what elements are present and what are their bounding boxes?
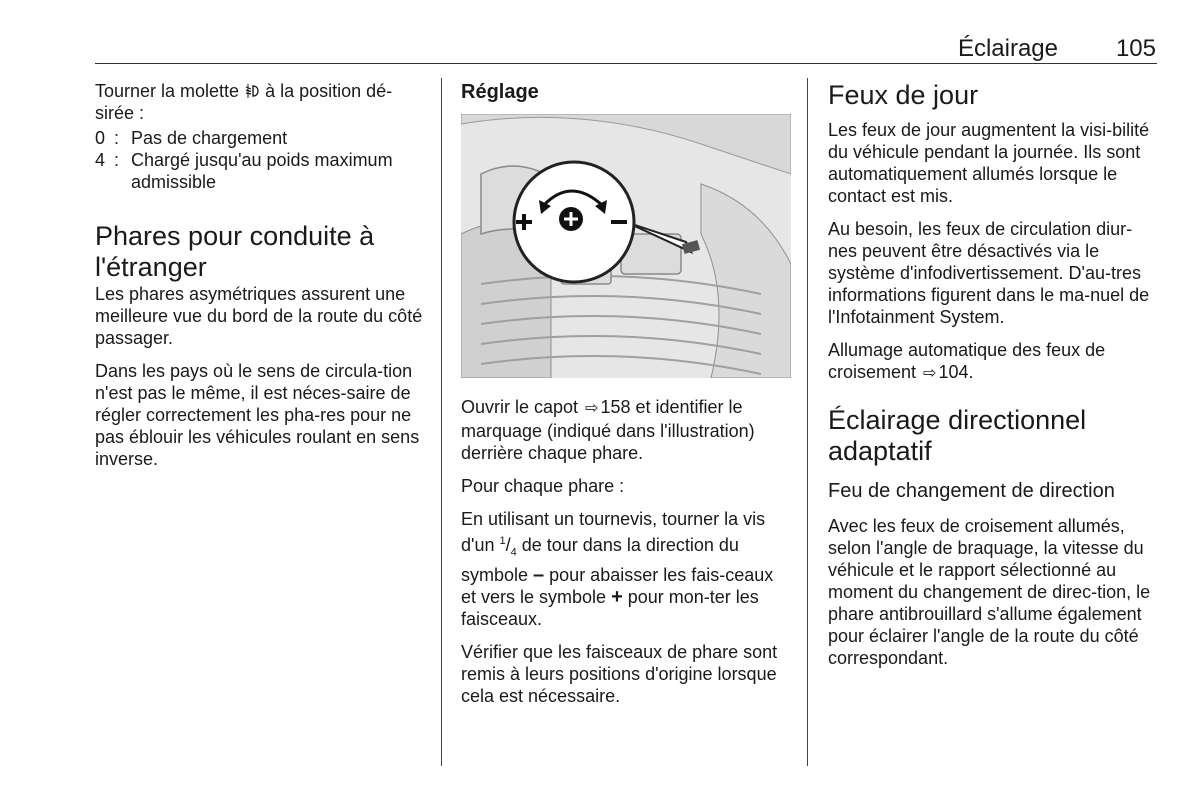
paragraph xyxy=(461,508,791,630)
section-heading: Éclairage directionnel adaptatif xyxy=(828,405,1087,466)
plus-symbol-icon: + xyxy=(611,585,623,608)
text: pour abaisser les fais-ceaux et vers le symbole xyxy=(461,564,774,607)
column-1 xyxy=(95,80,425,481)
text: Ouvrir le capot xyxy=(461,397,584,417)
text: Allumage automatique des feux de croisement xyxy=(828,340,1106,382)
column-divider-2 xyxy=(807,78,808,766)
text: de tour dans la direction du symbole xyxy=(461,535,739,585)
list-text: Pas de chargement xyxy=(131,128,288,148)
paragraph xyxy=(828,339,1158,385)
list-key: 4 xyxy=(95,150,106,170)
list-separator: : xyxy=(109,128,120,148)
text: En utilisant un tournevis, tourner la vis d'un xyxy=(461,509,766,555)
fraction-separator: / xyxy=(505,535,511,555)
paragraph: Pour chaque phare : xyxy=(461,476,625,496)
subsection-heading: Réglage xyxy=(461,81,539,103)
fraction-numerator: 1 xyxy=(499,535,506,547)
page-reference[interactable]: 104 xyxy=(938,362,969,382)
page-reference-icon: ⇨ xyxy=(585,400,599,417)
paragraph: Avec les feux de croisement allumés, selon l'angle de braquage, la vitesse du véhicule et le rapport sélectionné au moment du changement de direc-tion, le phare antibrouillard s'allume également pour éclairer l'angle de la route du côté correspondant. xyxy=(828,516,1151,668)
intro-text-after: à la position dé-sirée : xyxy=(95,81,393,123)
paragraph: Vérifier que les faisceaux de phare sont remis à leurs positions d'origine lorsque cela est nécessaire. xyxy=(461,641,778,706)
paragraph: Au besoin, les feux de circulation diur-nes peuvent être désactivés via le système d'infodivertissement. D'au-tres informations figurent dans le ma-nuel de l'Infotainment System. xyxy=(828,219,1150,327)
section-title: Éclairage xyxy=(957,35,1058,62)
subsection-heading: Feu de changement de direction xyxy=(828,480,1115,502)
intro-text-before: Tourner la molette xyxy=(95,81,245,101)
minus-symbol-icon: – xyxy=(533,563,545,586)
paragraph: Les feux de jour augmentent la visi-bilité du véhicule pendant la journée. Ils sont automatiquement allumés lorsque le contact est mis. xyxy=(828,120,1150,206)
header-rule xyxy=(95,63,1157,64)
page-reference-icon: ⇨ xyxy=(923,365,937,382)
list-key: 0 xyxy=(95,128,106,148)
list-text: Chargé jusqu'au poids maximum admissible xyxy=(131,150,393,192)
text: . xyxy=(968,362,974,382)
paragraph: Dans les pays où le sens de circula-tion n'est pas le même, il est néces-saire de régler correctement les pha-res pour ne pas éblouir les véhicules roulant en sens inverse. xyxy=(95,361,420,469)
column-divider-1 xyxy=(441,78,442,766)
text: pour mon-ter les faisceaux. xyxy=(461,586,759,629)
page-number: 105 xyxy=(1115,35,1156,62)
fraction-denominator: 4 xyxy=(510,546,517,559)
headlight-range-icon xyxy=(244,81,260,101)
list-item xyxy=(95,127,425,149)
section-heading: Phares pour conduite à l'étranger xyxy=(95,221,375,282)
headlight-adjustment-illustration xyxy=(461,114,791,378)
page-reference[interactable]: 158 xyxy=(600,397,631,417)
intro-paragraph xyxy=(95,80,425,124)
paragraph: Les phares asymétriques assurent une meilleure vue du bord de la route du côté passager. xyxy=(95,284,423,348)
section-heading: Feux de jour xyxy=(828,80,979,110)
list-item xyxy=(95,149,425,193)
text: et identifier le marquage (indiqué dans l'illustration) derrière chaque phare. xyxy=(461,397,755,463)
paragraph xyxy=(461,396,791,464)
column-2 xyxy=(461,80,791,718)
list-separator: : xyxy=(109,150,120,170)
column-3 xyxy=(828,80,1158,680)
